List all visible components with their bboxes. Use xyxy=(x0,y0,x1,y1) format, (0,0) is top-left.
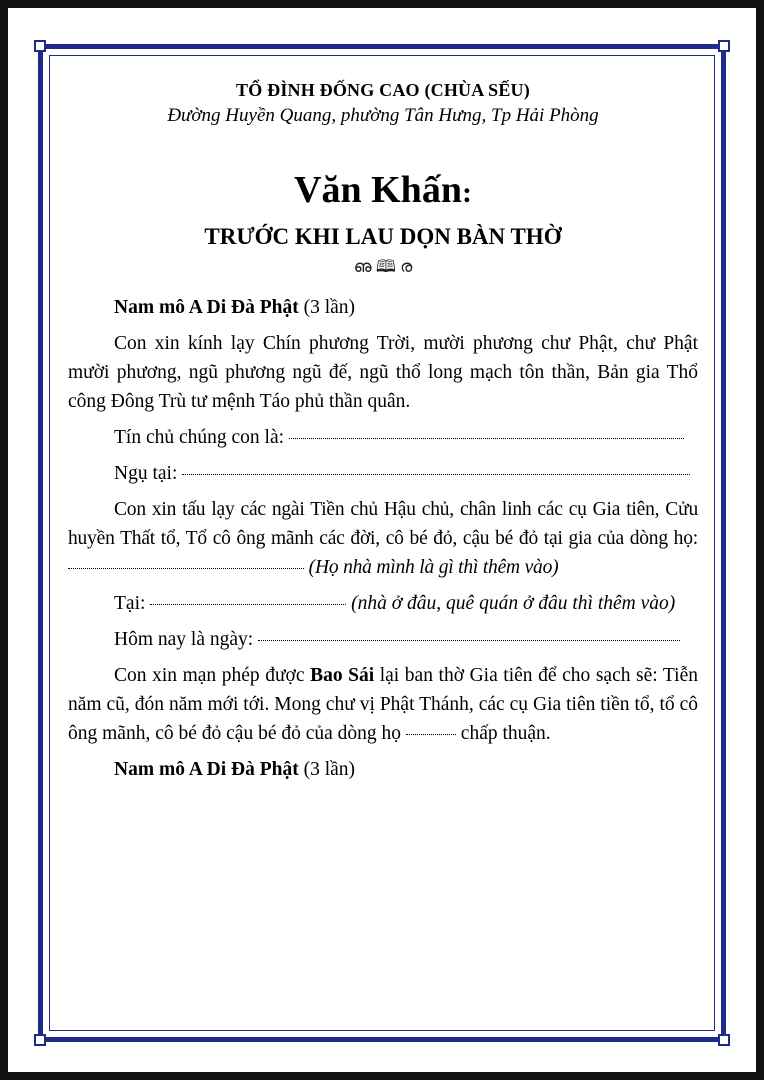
request-text-b: lại ban thờ Gia tiên để cho sạch sẽ: Tiễn năm cũ, đón năm mới tới. Mong chư vị Phật Thánh, các cụ Gia tiên tiền tổ, tổ cô ông mãnh, cô bé đỏ cậu bé đỏ của dòng họ xyxy=(68,665,698,744)
paragraph-request xyxy=(68,661,698,748)
invocation-text: Nam mô A Di Đà Phật xyxy=(114,297,299,318)
book-ornament-icon: ഌ 🕮 ര xyxy=(353,257,413,276)
opening-invocation xyxy=(68,293,698,322)
corner-ornament xyxy=(718,1034,730,1046)
temple-address: Đường Huyền Quang, phường Tân Hưng, Tp Hải Phòng xyxy=(167,105,599,126)
residence-line xyxy=(68,459,698,488)
document-title xyxy=(68,171,698,209)
title-colon: : xyxy=(461,176,472,209)
ancestors-text: Con xin tấu lạy các ngài Tiền chủ Hậu chủ, chân linh các cụ Gia tiên, Cửu huyền Thất tổ, Tổ cô ông mãnh các đời, cô bé đỏ, cậu bé đỏ tại gia của dòng họ: xyxy=(68,499,698,549)
request-text-a: Con xin mạn phép được xyxy=(114,665,311,686)
invocation-count: (3 lần) xyxy=(298,297,356,318)
owner-label: Tín chủ chúng con là: xyxy=(114,427,289,448)
residence-blank xyxy=(182,474,690,475)
location-line xyxy=(68,589,698,618)
owner-blank xyxy=(289,438,684,439)
closing-text: Nam mô A Di Đà Phật xyxy=(114,759,299,780)
paragraph-invocation-deities: Con xin kính lạy Chín phương Trời, mười phương chư Phật, chư Phật mười phương, ngũ phương ngũ đế, ngũ thổ long mạch tôn thần, Bản gia Thổ công Đông Trù tư mệnh Táo phủ thần quân. xyxy=(68,333,698,412)
document-page xyxy=(8,8,756,1072)
location-blank xyxy=(150,604,346,605)
closing-invocation xyxy=(68,755,698,784)
location-note: (nhà ở đâu, quê quán ở đâu thì thêm vào) xyxy=(346,593,676,614)
closing-count: (3 lần) xyxy=(298,759,356,780)
document-subtitle: TRƯỚC KHI LAU DỌN BÀN THỜ xyxy=(204,224,562,249)
document-content xyxy=(68,72,698,784)
date-line xyxy=(68,625,698,654)
date-blank xyxy=(258,640,680,641)
family-name-note: (Họ nhà mình là gì thì thêm vào) xyxy=(304,557,559,578)
residence-label: Ngụ tại: xyxy=(114,463,183,484)
family-name-blank xyxy=(68,568,304,569)
request-text-c: chấp thuận. xyxy=(455,723,551,744)
corner-ornament xyxy=(34,40,46,52)
paragraph-ancestors xyxy=(68,495,698,582)
corner-ornament xyxy=(34,1034,46,1046)
owner-line xyxy=(68,423,698,452)
lineage-blank xyxy=(406,734,456,735)
date-label: Hôm nay là ngày: xyxy=(114,629,259,650)
temple-name: TỔ ĐÌNH ĐỐNG CAO (CHÙA SẾU) xyxy=(236,80,530,100)
location-label: Tại: xyxy=(114,593,151,614)
request-bold: Bao Sái xyxy=(310,665,375,686)
corner-ornament xyxy=(718,40,730,52)
title-text: Văn Khấn xyxy=(294,169,462,211)
